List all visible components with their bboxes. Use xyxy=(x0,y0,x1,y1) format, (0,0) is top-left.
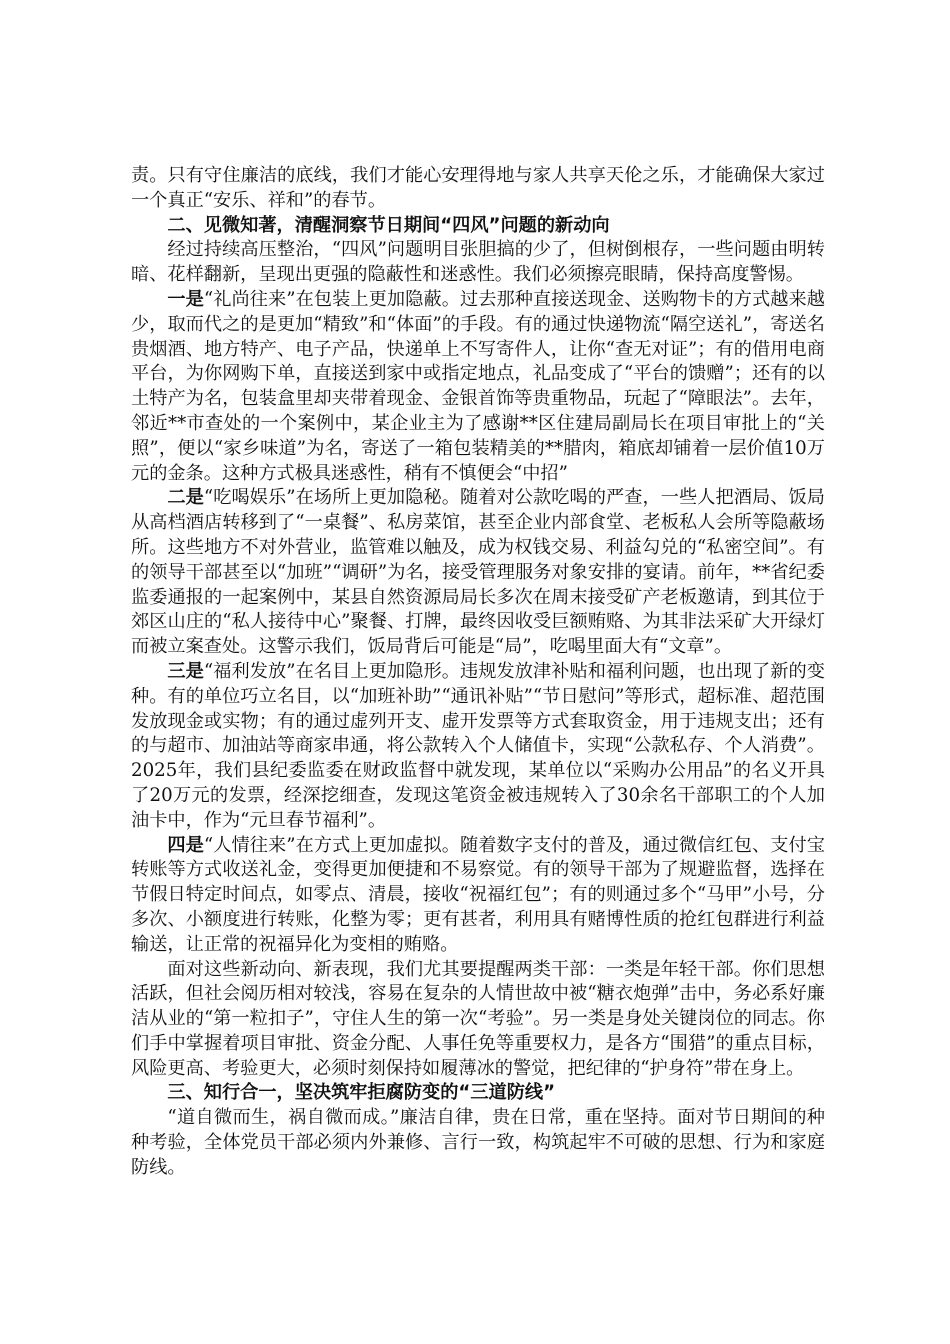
point-4-body: “人情往来”在方式上更加虚拟。随着数字支付的普及，通过微信红包、支付宝转账等方式收送礼金，变得更加便捷和不易察觉。有的领导干部为了规避监督，选择在节假日特定时间点，如零点、清晨，接收“祝福红包”；有的则通过多个“马甲”小号，分多次、小额度进行转账，化整为零；更有甚者，利用具有赌博性质的抢红包群进行利益输送，让正常的祝福异化为变相的贿赂。 xyxy=(131,834,825,955)
point-1-lead: 一是 xyxy=(167,288,204,310)
document-body xyxy=(131,164,825,1181)
point-1-body: “礼尚往来”在包装上更加隐蔽。过去那种直接送现金、送购物卡的方式越来越少，取而代之的是更加“精致”和“体面”的手段。有的通过快递物流“隔空送礼”，寄送名贵烟酒、地方特产、电子产品，快递单上不写寄件人，让你“查无对证”；有的借用电商平台，为你网购下单，直接送到家中或指定地点，礼品变成了“平台的馈赠”；还有的以土特产为名，包装盒里却夹带着现金、金银首饰等贵重物品，玩起了“障眼法”。去年，邻近**市查处的一个案例中，某企业主为了感谢**区住建局副局长在项目审批上的“关照”，便以“家乡味道”为名，寄送了一箱包装精美的**腊肉，箱底却铺着一层价值10万元的金条。这种方式极具迷惑性，稍有不慎便会“中招” xyxy=(131,288,825,484)
section-heading-2: 二、见微知著，清醒洞察节日期间“四风”问题的新动向 xyxy=(167,214,610,236)
paragraph-cadres: 面对这些新动向、新表现，我们尤其要提醒两类干部：一类是年轻干部。你们思想活跃，但社会阅历相对较浅，容易在复杂的人情世故中被“糖衣炮弹”击中，务必系好廉洁从业的“第一粒扣子”，守住人生的第一次“考验”。另一类是身处关键岗位的同志。你们手中掌握着项目审批、资金分配、人事任免等重要权力，是各方“围猎”的重点目标，风险更高、考验更大，必须时刻保持如履薄冰的警觉，把纪律的“护身符”带在身上。 xyxy=(131,958,825,1079)
paragraph-point-3 xyxy=(131,660,825,834)
section-heading-3: 三、知行合一，坚决筑牢拒腐防变的“三道防线” xyxy=(167,1082,556,1104)
paragraph-intro-tail: 责。只有守住廉洁的底线，我们才能心安理得地与家人共享天伦之乐，才能确保大家过一个真正“安乐、祥和”的春节。 xyxy=(131,165,825,211)
point-3-body: “福利发放”在名目上更加隐形。违规发放津补贴和福利问题，也出现了新的变种。有的单位巧立名目，以“加班补助”“通讯补贴”“节日慰问”等形式，超标准、超范围发放现金或实物；有的通过虚列开支、虚开发票等方式套取资金，用于违规支出；还有的与超市、加油站等商家串通，将公款转入个人储值卡，实现“公款私存、个人消费”。2025年，我们县纪委监委在财政监督中就发现，某单位以“采购办公用品”的名义开具了20万元的发票，经深挖细查，发现这笔资金被违规转入了30余名干部职工的个人加油卡中，作为“元旦春节福利”。 xyxy=(131,660,825,831)
paragraph-overview: 经过持续高压整治，“四风”问题明目张胆搞的少了，但树倒根存，一些问题由明转暗、花样翻新，呈现出更强的隐蔽性和迷惑性。我们必须擦亮眼睛，保持高度警惕。 xyxy=(131,239,825,286)
paragraph-final: “道自微而生，祸自微而成。”廉洁自律，贵在日常，重在坚持。面对节日期间的种种考验，全体党员干部必须内外兼修、言行一致，构筑起牢不可破的思想、行为和家庭防线。 xyxy=(131,1107,825,1178)
paragraph-point-1 xyxy=(131,288,825,486)
point-2-lead: 二是 xyxy=(167,487,204,509)
paragraph-point-4 xyxy=(131,834,825,958)
paragraph-point-2 xyxy=(131,486,825,660)
point-3-lead: 三是 xyxy=(167,660,204,682)
point-2-body: “吃喝娱乐”在场所上更加隐秘。随着对公款吃喝的严查，一些人把酒局、饭局从高档酒店转移到了“一桌餐”、私房菜馆，甚至企业内部食堂、老板私人会所等隐蔽场所。这些地方不对外营业，监管难以触及，成为权钱交易、利益勾兑的“私密空间”。有的领导干部甚至以“加班”“调研”为名，接受管理服务对象安排的宴请。前年，**省纪委监委通报的一起案例中，某县自然资源局局长多次在周末接受矿产老板邀请，到其位于郊区山庄的“私人接待中心”聚餐、打牌，最终因收受巨额贿赂、为其非法采矿大开绿灯而被立案查处。这警示我们，饭局背后可能是“局”，吃喝里面大有“文章”。 xyxy=(131,487,825,658)
point-4-lead: 四是 xyxy=(167,834,204,856)
